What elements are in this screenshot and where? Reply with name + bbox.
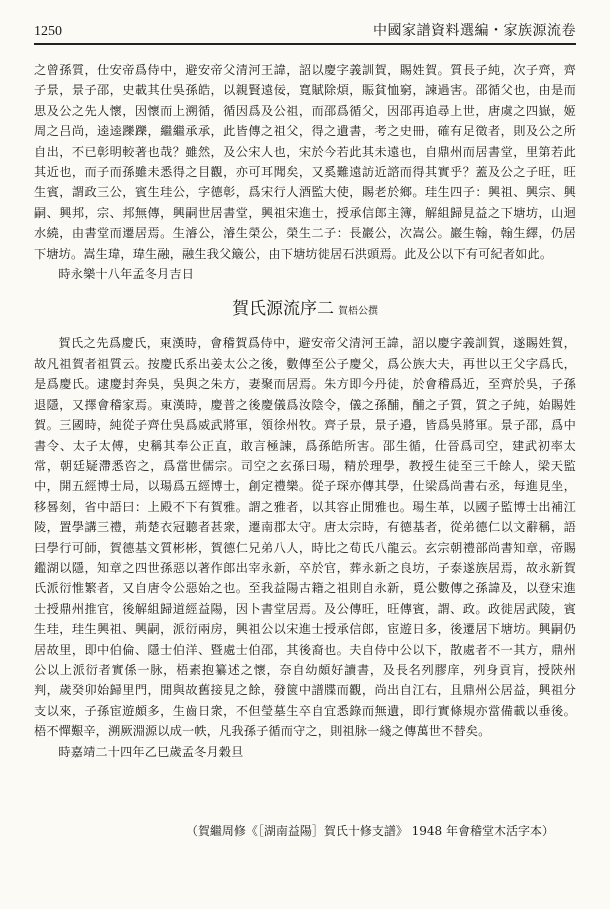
section1-text: 之曾孫質，仕安帝爲侍中，避安帝父清河王諱，詔以慶字義訓賀，賜姓賀。質長子純，次子齊，齊子景，景子邵，史載其仕吳孫皓，以親賢遠佞，寬賦除煩，賑貧恤窮，諫過害。邵循父也，由是而思及公之先人懷，因懷而上溯循，循因爲及公祖，而邵爲循父，因邵再追尋上世，唐虞之四嶽，姬周之吕尚，逵逵躒躒，繼繼承承，此皆傳之祖父，得之遺書，考之史冊，確有足徵者，則及公之所自出，不已彰明較著也哉？雖然，及公宋人也，宋於今若此其未遠也，自鼎州而居書堂，里第若此其近也，而子而孫雖未悉得之目觀，亦可耳聞矣，又奚難遠訪近諮而得其實乎？蓋及公之子旺，旺生賓，謂政三公，賓生珪公，字德彰，爲宋行人酒監大使，賜老於鄉。珪生四子：興祖、興宗、興嗣、興邦，宗、邦無傳，興嗣世居書堂，興祖宋進士，授承信郎主簿，解組歸見益之下塘坊，山迴水繞，由書堂而遷居焉。生濬公，濬生榮公，榮生二子：長巖公，次嵩公。巖生翰，翰生繹，仍居下塘坊。嵩生瑋，瑋生融，融生我父簸公，由下塘坊徙居石洪頭焉。此及公以下有可紀者如此。 — [34, 63, 576, 261]
section2-title: 賀氏源流序二 — [232, 299, 334, 320]
section2-text: 賀氏之先爲慶氏，東漢時，會稽賀爲侍中，避安帝父清河王諱，詔以慶字義訓賀，遂賜姓賀，故凡祖賀者祖質云。按慶氏系出姜太公之後，數傳至公子慶父，爲公族大夫，再世以王父字爲氏，是爲慶氏。逮慶封奔吳，吳與之朱方，妻聚而居焉。朱方即今丹徒，於會稽爲近，至齊於吳，子孫退隱，又擇會稽家焉。東漢時，慶普之後慶儀爲汝陰令，儀之孫酺，酺之子質，質之子純，始賜姓賀。三國時，純從子齊仕吳爲威武將軍，領徐州牧。齊子景，景子邉，皆爲吳將軍。景子邵，爲中書令、太子太傅，史稱其奉公正直，敢言極諫，爲孫皓所害。邵生循，仕晉爲司空，建武初率太常，朝廷疑滯悉咨之，爲當世儒宗。司空之玄孫曰瑒，精於理學，教授生徒至三千餘人，梁天監中，開五經博士局，以瑒爲五經博士，創定禮樂。從子琛亦傳其學，仕梁爲尚書右丞，每進見坐，移晷刻，省中語曰：上殿不下有賀雅。謂之雅者，以其容止閒雅也。瑒生革，以國子監博士出補江陵，置學講三禮，荊楚衣冠聽者甚衆，遷南郡太守。唐太宗時，有德基者，從弟德仁以文辭稱，語曰學行可師，賀德基文質彬彬，賀德仁兄弟八人，時比之荀氏八龍云。玄宗朝禮部尚書知章，帝賜鑑湖以隱，知章之四世孫惡以著作郎出宰永新，卒於官，葬永新之良坊，子泰遂族居焉，故永新賀氏派衍惟繁者，又自唐令公惡始之也。至我益陽古籍之祖則自永新，覓公數傳之孫諱及，以登宋進士授鼎州推官，後解組歸道經益陽，因卜書堂居焉。及公傳旺，旺傳賓，謂、政。政徙居武陵，賓生珪，珪生興祖、興嗣，派衍兩房，興祖公以宋進士授承信郎，宦遊日多，後遷居下塘坊。興嗣仍居故里，即中伯倫、隱士伯洋、暨處士伯邵，其後裔也。夫自侍中公以下，散處者不一其方，鼎州公以上派衍者實係一脉，梧素抱纂述之懷，奈自幼頗好讀書，及長名列膠庠，列身貢肓，授陝州判，歲癸卯始歸里門，閒與故舊接見之餘，發篋中譜牒而觀，尚出自江右，且鼎州公居益，興祖分支以來，子孫宦遊頗多，生齒日衆，不但瑩墓生卒自宜悉錄而無遺，即行實條規亦當備載以垂後。梧不憚艱辛，溯厥淵源以成一帙，凡我孫子循而守之，則祖脉一綫之傳萬世不替矣。 — [34, 336, 576, 739]
section2-heading — [34, 298, 576, 323]
page-header — [34, 20, 576, 45]
source-citation: （賀繼周修《［湖南益陽］賀氏十修支譜》 1948 年會稽堂木活字本） — [185, 824, 554, 838]
section2-date: 時嘉靖二十四年乙巳歲孟冬月穀旦 — [58, 744, 244, 759]
page-number: 1250 — [34, 24, 62, 39]
running-title: 中國家譜資料選編・家族源流卷 — [373, 23, 576, 39]
section1-date: 時永樂十八年孟冬月吉日 — [58, 267, 195, 282]
page-body — [34, 60, 576, 762]
section2-author: 賀梧公撰 — [338, 306, 378, 318]
